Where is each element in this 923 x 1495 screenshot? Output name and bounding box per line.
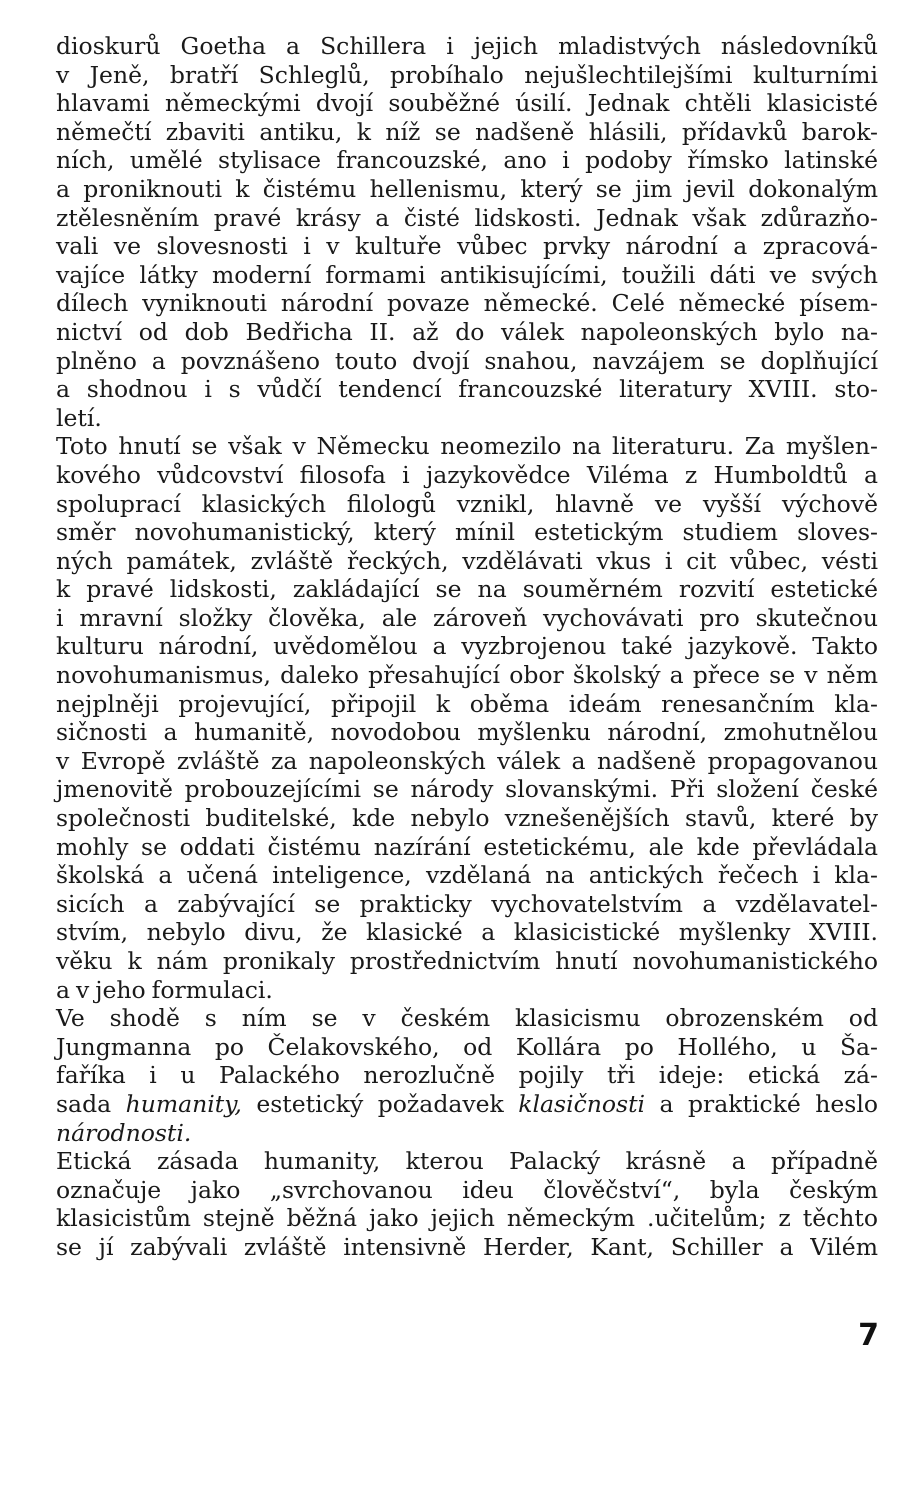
text-line: Jungmanna po Čelakovského, od Kollára po Hollého, u Ša- xyxy=(56,1032,878,1061)
text-line: jmenovitě probouzejícími se národy slovanskými. Při složení české xyxy=(56,775,878,804)
text-line: kového vůdcovství filosofa i jazykovědce Viléma z Humboldtů a xyxy=(56,460,878,489)
paragraph-3 xyxy=(56,1004,878,1147)
text-run: a praktické heslo xyxy=(645,1089,878,1118)
page-body xyxy=(56,32,878,1262)
emphasis-narodnost: národnosti. xyxy=(56,1118,192,1147)
page-number: 7 xyxy=(858,1318,879,1353)
text-line-with-emphasis xyxy=(56,1090,878,1119)
text-line-with-emphasis xyxy=(56,1119,878,1148)
text-line: v Evropě zvláště za napoleonských válek a nadšeně propagovanou xyxy=(56,746,878,775)
text-line: a proniknouti k čistému hellenismu, který se jim jevil dokonalým xyxy=(56,174,878,203)
emphasis-klasicnost: klasičnosti xyxy=(518,1089,646,1118)
text-line: věku k nám pronikaly prostřednictvím hnutí novohumanistického xyxy=(56,947,878,975)
text-line: kulturu národní, uvědomělou a vyzbrojenou také jazykově. Takto xyxy=(56,632,878,661)
paragraph-1 xyxy=(56,32,878,432)
text-line: a shodnou i s vůdčí tendencí francouzské literatury XVIII. sto- xyxy=(56,375,878,404)
text-line: ztělesněním pravé krásy a čisté lidskosti. Jednak však zdůrazňo- xyxy=(56,203,878,232)
paragraph-4 xyxy=(56,1147,878,1261)
text-line: Etická zásada humanity, kterou Palacký krásně a případně xyxy=(56,1147,878,1176)
text-line: Toto hnutí se však v Německu neomezilo na literaturu. Za myšlen- xyxy=(56,432,878,461)
text-line: plněno a povznášeno touto dvojí snahou, navzájem se doplňující xyxy=(56,346,878,375)
text-line: a v jeho formulaci. xyxy=(56,975,273,1004)
text-line: označuje jako „svrchovanou ideu člověčství“, byla českým xyxy=(56,1175,878,1204)
text-run: estetický požadavek xyxy=(241,1089,519,1118)
text-line: hlavami německými dvojí souběžné úsilí. Jednak chtěli klasicisté xyxy=(56,89,878,118)
text-line: v Jeně, bratří Schleglů, probíhalo nejušlechtilejšími kulturními xyxy=(56,60,878,89)
text-line: spoluprací klasických filologů vznikl, hlavně ve vyšší výchově xyxy=(56,489,878,518)
text-line: ných památek, zvláště řeckých, vzdělávati vkus i cit vůbec, vésti xyxy=(56,546,878,575)
text-run: sada xyxy=(56,1089,126,1118)
text-line: ních, umělé stylisace francouzské, ano i podoby římsko latinské xyxy=(56,146,878,175)
text-line: společnosti buditelské, kde nebylo vznešenějších stavů, které by xyxy=(56,804,878,833)
text-line: nictví od dob Bedřicha II. až do válek napoleonských bylo na- xyxy=(56,317,878,346)
text-line: vajíce látky moderní formami antikisujícími, toužili dáti ve svých xyxy=(56,260,878,289)
text-line: se jí zabývali zvláště intensivně Herder, Kant, Schiller a Vilém xyxy=(56,1232,878,1261)
text-line: sičnosti a humanitě, novodobou myšlenku národní, zmohutnělou xyxy=(56,718,878,747)
text-line: k pravé lidskosti, zakládající se na souměrném rozvití estetické xyxy=(56,575,878,604)
text-line: dioskurů Goetha a Schillera i jejich mladistvých následovníků xyxy=(56,32,878,60)
text-line: nejplněji projevující, připojil k oběma ideám renesančním kla- xyxy=(56,689,878,718)
paragraph-2 xyxy=(56,432,878,1004)
text-line: faříka i u Palackého nerozlučně pojily tři ideje: etická zá- xyxy=(56,1061,878,1090)
text-line: Ve shodě s ním se v českém klasicismu obrozenském od xyxy=(56,1004,878,1033)
text-line: mohly se oddati čistému nazírání estetickému, ale kde převládala xyxy=(56,832,878,861)
text-line: školská a učená inteligence, vzdělaná na antických řečech i kla- xyxy=(56,861,878,890)
text-line: letí. xyxy=(56,403,102,432)
text-line: i mravní složky člověka, ale zároveň vychovávati pro skutečnou xyxy=(56,603,878,632)
text-line: směr novohumanistický, který mínil estetickým studiem sloves- xyxy=(56,518,878,547)
text-line: dílech vyniknouti národní povaze německé. Celé německé písem- xyxy=(56,289,878,318)
text-line: klasicistům stejně běžná jako jejich německým .učitelům; z těchto xyxy=(56,1204,878,1233)
text-line: stvím, nebylo divu, že klasické a klasicistické myšlenky XVIII. xyxy=(56,918,878,947)
text-line: novohumanismus, daleko přesahující obor školský a přece se v něm xyxy=(56,661,878,690)
text-line: vali ve slovesnosti i v kultuře vůbec prvky národní a zpracová- xyxy=(56,232,878,261)
text-line: sicích a zabývající se prakticky vychovatelstvím a vzdělavatel- xyxy=(56,889,878,918)
emphasis-humanity: humanity, xyxy=(125,1089,242,1118)
text-line: němečtí zbaviti antiku, k níž se nadšeně hlásili, přídavků barok- xyxy=(56,117,878,146)
